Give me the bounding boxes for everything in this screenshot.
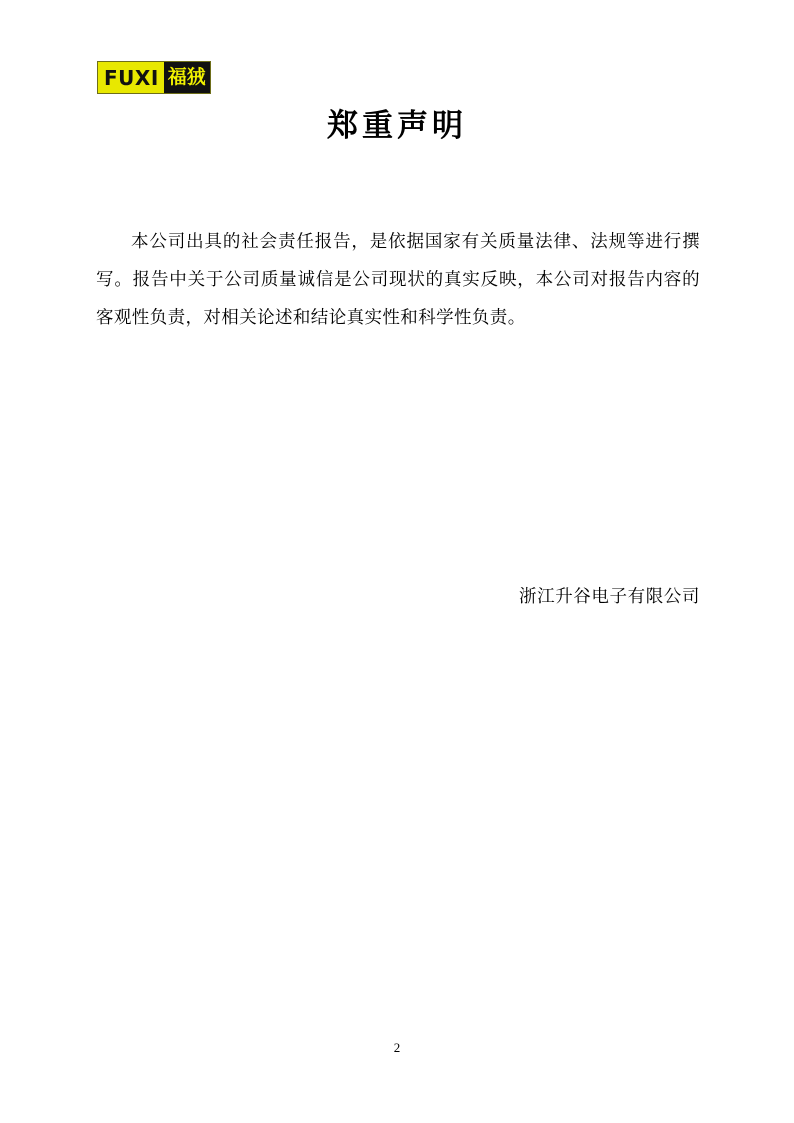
fuxi-logo [97,61,211,94]
logo-latin-text: FUXI [98,62,164,93]
page-number: 2 [393,1040,401,1055]
page-title: 郑重声明 [327,108,467,143]
logo-cjk-text: 福狨 [164,62,210,93]
company-signature: 浙江升谷电子有限公司 [519,586,700,606]
statement-paragraph: 本公司出具的社会责任报告，是依据国家有关质量法律、法规等进行撰写。报告中关于公司质量诚信是公司现状的真实反映，本公司对报告内容的客观性负责，对相关论述和结论真实性和科学性负责。 [96,231,700,327]
